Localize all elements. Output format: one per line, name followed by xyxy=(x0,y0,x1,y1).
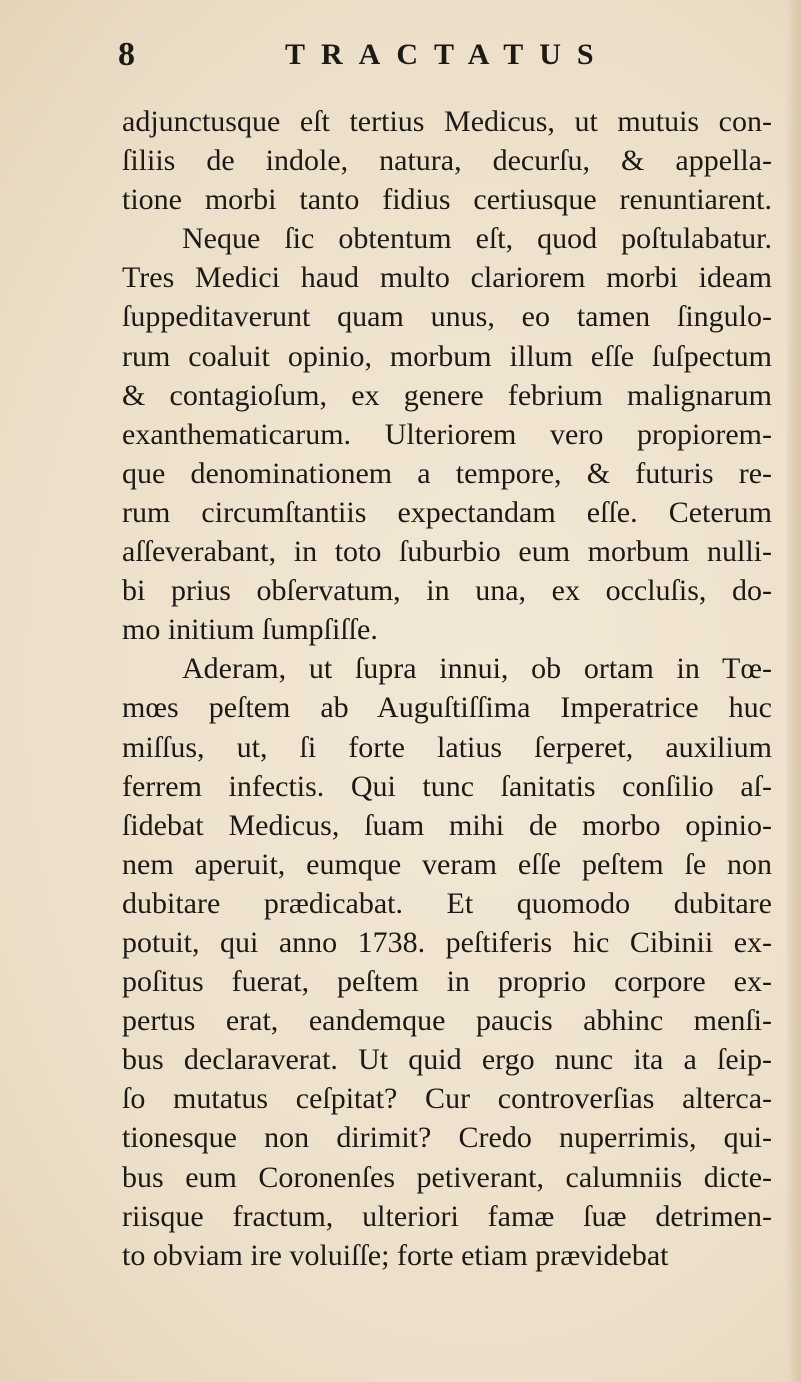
page-edge xyxy=(787,0,801,1382)
text-line: Neque ſic obtentum eſt, quod poſtulabatur. xyxy=(182,222,772,256)
text-line: miſſus, ut, ſi forte latius ſerperet, auxilium xyxy=(122,730,772,764)
text-line: bus eum Coronenſes petiverant, calumniis dicte- xyxy=(122,1160,772,1194)
text-line: & contagioſum, ex genere febrium malignarum xyxy=(122,378,772,412)
text-line: Aderam, ut ſupra innui, ob ortam in Tœ- xyxy=(182,652,772,686)
text-line: mœs peſtem ab Auguſtiſſima Imperatrice huc xyxy=(122,691,772,725)
text-line: to obviam ire voluiſſe; forte etiam prævidebat xyxy=(122,1238,669,1272)
text-line: ſo mutatus ceſpitat? Cur controverſias alterca- xyxy=(122,1082,772,1116)
text-line: ferrem infectis. Qui tunc ſanitatis conſilio aſ- xyxy=(122,769,772,803)
text-line: rum coaluit opinio, morbum illum eſſe ſuſpectum xyxy=(122,339,772,373)
text-line: poſitus fuerat, peſtem in proprio corpore ex- xyxy=(122,965,772,999)
text-line: Tres Medici haud multo clariorem morbi ideam xyxy=(122,261,772,295)
text-line: mo initium ſumpſiſſe. xyxy=(122,613,378,647)
text-body xyxy=(122,102,772,1275)
text-line: pertus erat, eandemque paucis abhinc menſi- xyxy=(122,1004,772,1038)
text-line: exanthematicarum. Ulteriorem vero propiorem- xyxy=(122,417,772,451)
text-line: nem aperuit, eumque veram eſſe peſtem ſe non xyxy=(122,847,772,881)
text-line: aſſeverabant, in toto ſuburbio eum morbum nulli- xyxy=(122,535,772,569)
text-line: adjunctusque eſt tertius Medicus, ut mutuis con- xyxy=(122,105,772,138)
text-line: bus declaraverat. Ut quid ergo nunc ita a ſeip- xyxy=(122,1043,772,1077)
text-line: ſidebat Medicus, ſuam mihi de morbo opinio- xyxy=(122,808,772,842)
text-line: riisque fractum, ulteriori famæ ſuæ detrimen- xyxy=(122,1199,772,1233)
text-line: rum circumſtantiis expectandam eſſe. Ceterum xyxy=(122,495,772,529)
text-line: tionesque non dirimit? Credo nuperrimis, qui- xyxy=(122,1121,772,1155)
text-line: ſuppeditaverunt quam unus, eo tamen ſingulo- xyxy=(122,300,772,334)
text-line: dubitare prædicabat. Et quomodo dubitare xyxy=(122,886,772,920)
text-line: tione morbi tanto fidius certiusque renuntiarent. xyxy=(122,183,772,217)
text-line: potuit, qui anno 1738. peſtiferis hic Cibinii ex- xyxy=(122,925,772,959)
text-line: que denominationem a tempore, & futuris re- xyxy=(122,456,772,490)
text-line: ſiliis de indole, natura, decurſu, & appella- xyxy=(122,144,772,178)
page-number: 8 xyxy=(118,36,135,73)
running-title: TRACTATUS xyxy=(285,38,610,71)
text-line: bi prius obſervatum, in una, ex occluſis, do- xyxy=(122,574,772,608)
